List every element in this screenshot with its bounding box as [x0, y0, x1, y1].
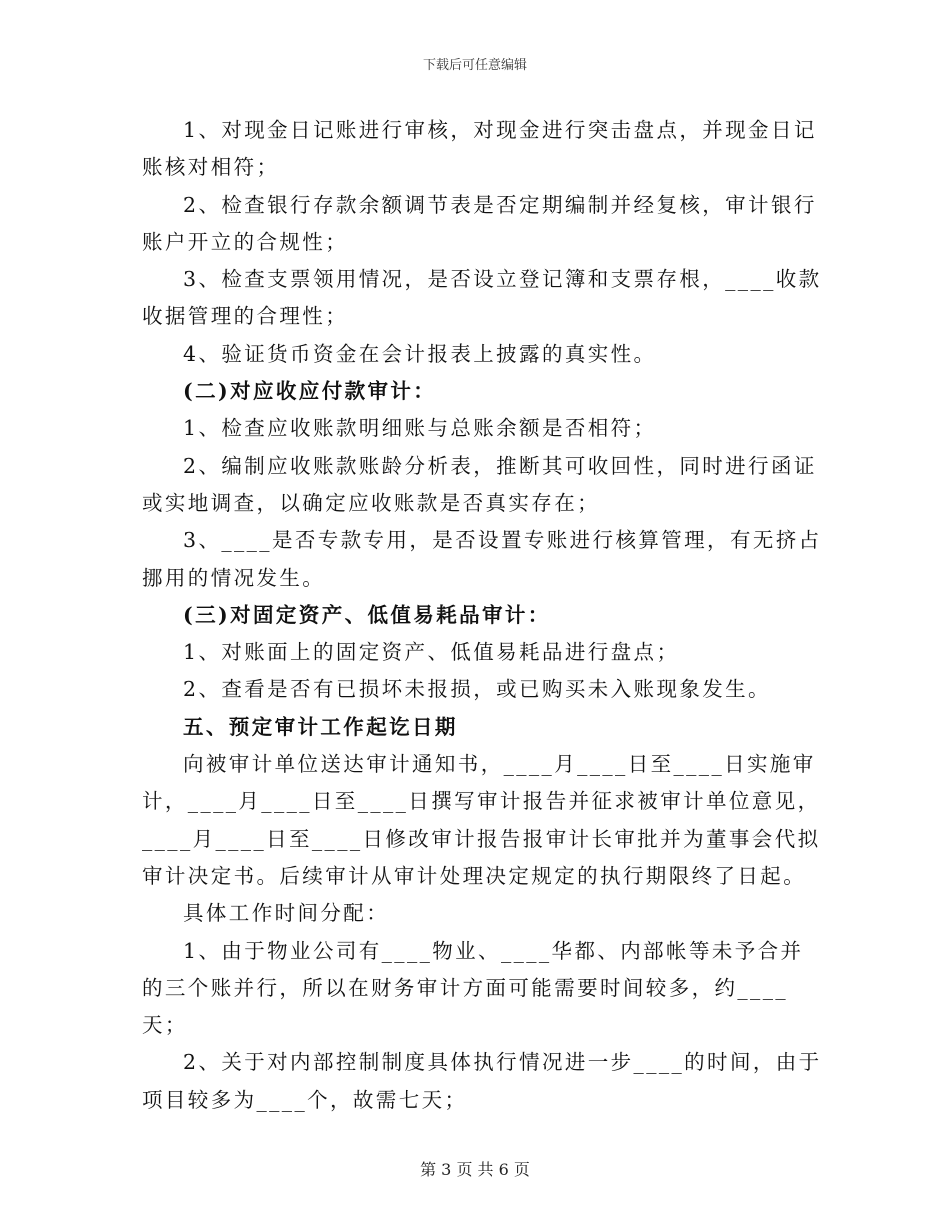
chapter-heading: 五、预定审计工作起讫日期: [183, 714, 458, 739]
section-heading: (二)对应收应付款审计：: [183, 379, 437, 404]
paragraph: 2、编制应收账款账龄分析表，推断其可收回性，同时进行函证或实地调查，以确定应收账款是否真实存在；: [142, 453, 817, 515]
paragraph: 1、对账面上的固定资产、低值易耗品进行盘点；: [183, 640, 680, 665]
paragraph: 4、验证货币资金在会计报表上披露的真实性。: [183, 341, 657, 366]
paragraph: 2、检查银行存款余额调节表是否定期编制并经复核，审计银行账户开立的合规性；: [142, 192, 817, 254]
section-heading: (三)对固定资产、低值易耗品审计：: [183, 602, 551, 627]
paragraph: 1、检查应收账款明细账与总账余额是否相符；: [183, 416, 657, 441]
page-header: 下载后可任意编辑: [422, 58, 527, 73]
paragraph: 3、____是否专款专用，是否设置专账进行核算管理，有无挤占挪用的情况发生。: [142, 528, 822, 590]
paragraph: 3、检查支票领用情况，是否设立登记簿和支票存根，____收款收据管理的合理性；: [142, 267, 822, 329]
page-number: 第 3 页 共 6 页: [420, 1160, 530, 1179]
paragraph: 1、由于物业公司有____物业、____华都、内部帐等未予合并的三个账并行，所以在财务审计方面可能需要时间较多，约____天；: [142, 938, 804, 1038]
paragraph: 具体工作时间分配：: [183, 901, 390, 926]
document-body: [142, 112, 822, 1119]
paragraph: 2、查看是否有已损坏未报损，或已购买未入账现象发生。: [183, 677, 771, 702]
paragraph: 1、对现金日记账进行审核，对现金进行突击盘点，并现金日记账核对相符；: [142, 118, 817, 180]
paragraph: 向被审计单位送达审计通知书，____月____日至____日实施审计，____月____日至____日撰写审计报告并征求被审计单位意见，____月____日至____日修改审计报告报审计长审批并为董事会代拟审计决定书。后续审计从审计处理决定规定的执行期限终了日起。: [142, 752, 821, 888]
paragraph: 2、关于对内部控制制度具体执行情况进一步____的时间，由于项目较多为____个，故需七天；: [142, 1050, 822, 1112]
